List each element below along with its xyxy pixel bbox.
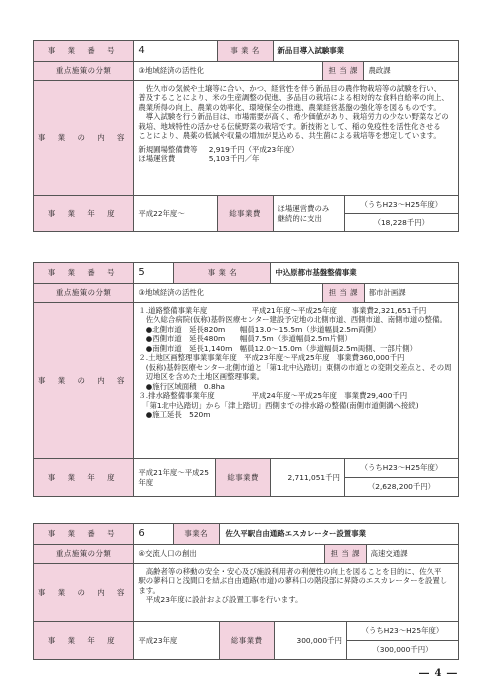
project-number-label: 事 業 番 号: [34, 263, 134, 284]
total-cost-label: 総事業費: [217, 196, 273, 232]
project-content: [134, 81, 459, 196]
content-line: ことにより、農薬の低減や収量の増加が見込める、共生菌による栽培等を想定しています。: [138, 131, 441, 141]
content-line: 高齢者等の移動の安全・安心及び施設利用者の利便性の向上を図ることを目的に、佐久平: [138, 567, 442, 576]
total-cost-label: 総事業費: [219, 622, 274, 660]
content-line: 「第1北中込踏切」から「津上踏切」西側までの排水路の整備(南側市道側溝へ接続): [138, 400, 419, 410]
project-year: 平成22年度～: [134, 196, 217, 232]
project-name-label: 事業名: [173, 524, 219, 545]
project-number: 4: [134, 41, 217, 62]
policy-category: ③地域経済の活性化: [134, 284, 323, 303]
page-number: ― 4 ―: [419, 668, 458, 679]
policy-category: ④交流人口の創出: [134, 545, 325, 564]
project-year-label: 事 業 年 度: [34, 196, 134, 232]
content-line: 栽培、地域特性の活かせる伝統野菜の栽培です。新技術として、稲の免疫性を活性化させる: [138, 121, 441, 131]
policy-category: ③地域経済の活性化: [134, 62, 323, 81]
project-number: 5: [134, 263, 174, 284]
department-label: 担 当 課: [323, 284, 365, 303]
project-number-label: 事 業 番 号: [34, 41, 134, 62]
policy-category-label: 重点施策の分類: [34, 62, 134, 81]
content-line: ●南側市道 延長1,140m 幅員12.0～15.0m（歩道幅員2.5m両側、一部片側）: [138, 343, 417, 353]
sub-period: （うちH23～H25年度）: [344, 459, 458, 478]
project-table-4: [33, 40, 459, 232]
content-line: (仮称)基幹医療センター北側市道と「第1北中込踏切」東側の市道との変則交差点と、その周: [138, 362, 452, 372]
project-name: 中込原都市基盤整備事業: [271, 263, 459, 284]
project-name: 佐久平駅自由通路エスカレーター設置事業: [219, 524, 458, 545]
cost-value: 5,103千円／年: [208, 154, 260, 164]
department: 高速交通課: [366, 545, 458, 564]
content-line: ●施工延長 520m: [138, 410, 211, 420]
policy-category-label: 重点施策の分類: [34, 284, 134, 303]
content-line: 佐久市の気候や土壌等に合い、かつ、経営性を伴う新品目の農作物栽培等の試験を行い、: [138, 84, 442, 93]
project-year-label: 事 業 年 度: [34, 459, 134, 497]
policy-category-label: 重点施策の分類: [34, 545, 134, 564]
content-line: 辺地区を含めた土地区画整理事業。: [138, 372, 265, 382]
cost-label: 新規圃場整備費等: [138, 144, 198, 154]
content-line: ●施行区域面積 0.8ha: [138, 381, 225, 391]
sub-total: （18,228千円）: [344, 214, 458, 232]
sub-total: （2,628,200千円）: [344, 478, 458, 497]
project-year: 平成23年度: [134, 622, 219, 660]
project-table-6: [33, 523, 459, 660]
project-year: 平成21年度～平成25年度: [134, 459, 216, 497]
total-cost-label: 総事業費: [215, 459, 271, 497]
total-cost: 300,000千円: [274, 622, 346, 660]
content-line: 佐久総合病院(仮称)基幹医療センター建設予定地の北側市道、西側市道、南側市道の整備。: [138, 315, 447, 325]
project-content: [134, 564, 459, 622]
project-table-5: [33, 262, 459, 497]
project-name-label: 事 業 名: [217, 41, 273, 62]
sub-total: （300,000千円）: [346, 641, 458, 660]
content-label: 事 業 の 内 容: [34, 81, 134, 196]
cost-value: 2,919千円（平成23年度）: [208, 144, 299, 154]
content-label: 事 業 の 内 容: [34, 303, 134, 459]
department: 農政課: [364, 62, 459, 81]
sub-period: （うちH23～H25年度）: [344, 196, 458, 214]
total-cost: 2,711,051千円: [271, 459, 345, 497]
department: 都市計画課: [364, 284, 458, 303]
content-line: 駅の蓼科口と浅間口を結ぶ自由通路(市道)の蓼科口の階段部に昇降のエスカレーターを設置し: [138, 576, 448, 586]
project-year-label: 事 業 年 度: [34, 622, 134, 660]
content-line: ●北側市道 延長820m 幅員13.0～15.5m（歩道幅員2.5m両側）: [138, 324, 381, 334]
project-name-label: 事 業 名: [174, 263, 271, 284]
content-line: 農業所得の向上、農業の効率化、環境保全の推進、農業経営基盤の強化等を図るものです。: [138, 102, 441, 112]
project-number: 6: [134, 524, 174, 545]
cost-line: [138, 145, 454, 154]
content-line: 普及することにより、米の生産調整の促進、多品目の栽培による相対的な食料自給率の向上、: [138, 93, 449, 103]
department-label: 担 当 課: [322, 62, 364, 81]
department-label: 担 当 課: [325, 545, 367, 564]
content-line: 導入試験を行う新品目は、市場需要が高く、希少価値があり、栽培労力の少ない野菜などの: [138, 112, 449, 122]
sub-period: （うちH23～H25年度）: [346, 622, 458, 641]
project-content: [134, 303, 459, 459]
content-line: ●西側市道 延長480m 幅員7.5m（歩道幅員2.5m片側）: [138, 334, 352, 344]
project-number-label: 事 業 番 号: [34, 524, 134, 545]
content-line: １.道路整備事業年度 平成21年度～平成25年度 事業費2,321,651千円: [138, 306, 427, 315]
cost-line: [138, 154, 454, 163]
cost-label: ほ場運営費: [138, 154, 176, 164]
content-line: 平成23年度に設計および設置工事を行います。: [138, 595, 303, 605]
content-line: ２.土地区画整理事業事業年度 平成23年度～平成25年度 事業費360,000千円: [138, 353, 405, 363]
content-line: ます。: [138, 585, 160, 595]
total-cost: ほ場運営費のみ 継続的に支出: [273, 196, 344, 232]
content-label: 事 業 の 内 容: [34, 564, 134, 622]
project-name: 新品目導入試験事業: [273, 41, 458, 62]
content-line: ３.排水路整備事業年度 平成24年度～平成25年度 事業費29,400千円: [138, 391, 408, 401]
